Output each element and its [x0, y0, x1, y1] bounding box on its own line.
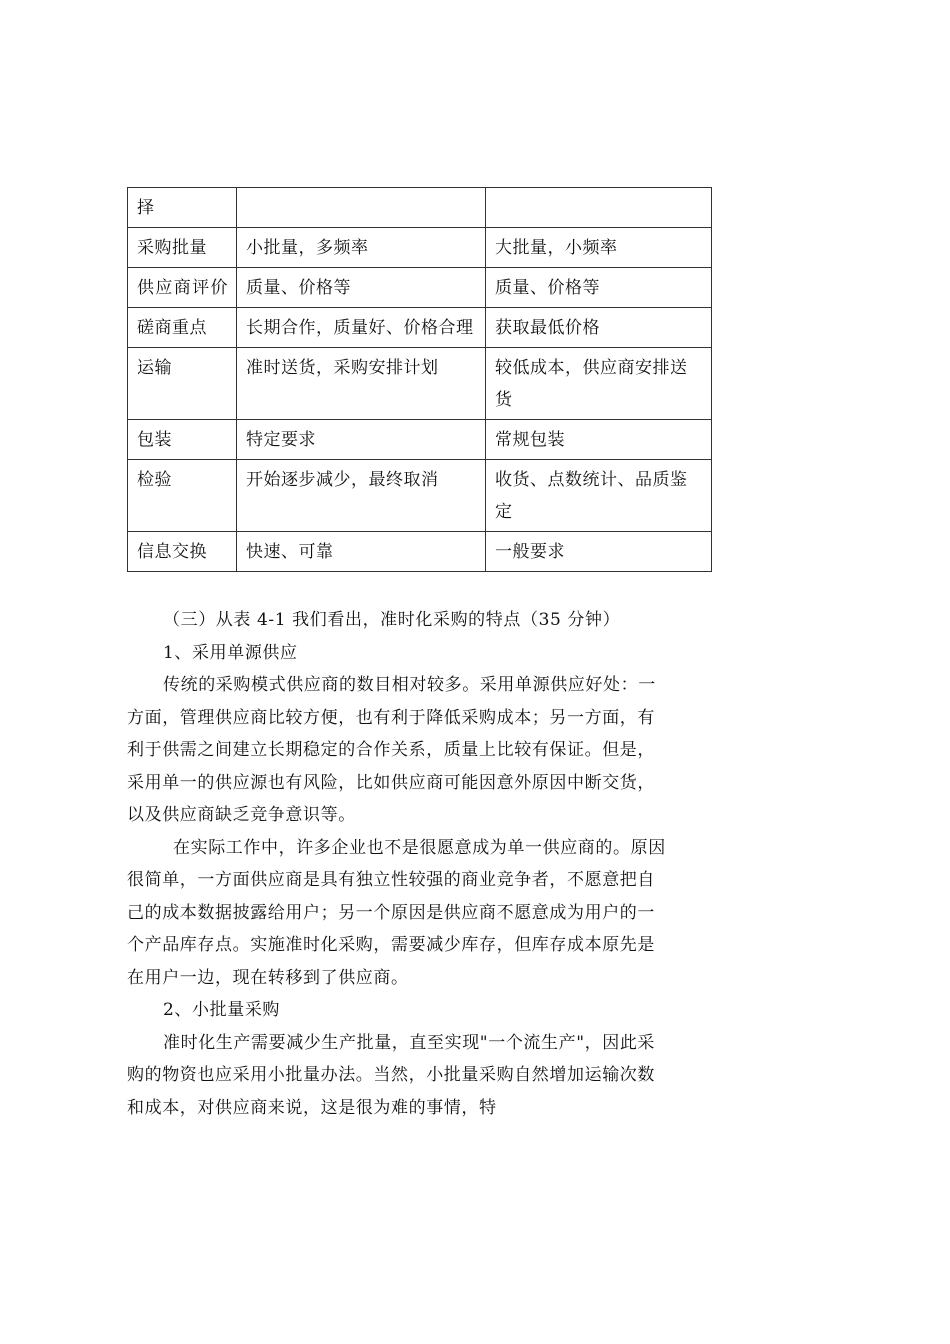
- table-cell: 供应商评价: [128, 268, 237, 308]
- paragraph: 准时化生产需要减少生产批量，直至实现"一个流生产"，因此采购的物资也应采用小批量办法。当然，小批量采购自然增加运输次数和成本，对供应商来说，这是很为难的事情，特: [127, 1032, 656, 1118]
- table-cell: 特定要求: [237, 420, 486, 460]
- table-row: [128, 420, 712, 460]
- table-cell: 择: [128, 188, 237, 228]
- paragraph: 在实际工作中，许多企业也不是很愿意成为单一供应商的。原因很简单，一方面供应商是具有独立性较强的商业竞争者，不愿意把自己的成本数据披露给用户；另一个原因是供应商不愿意成为用户的一个产品库存点。实施准时化采购，需要减少库存，但库存成本原先是在用户一边，现在转移到了供应商。: [127, 837, 666, 988]
- table-row: [128, 188, 712, 228]
- comparison-table: [127, 187, 712, 572]
- subsection-title: 1、采用单源供应: [163, 642, 298, 663]
- table-cell: 信息交换: [128, 532, 237, 572]
- table-cell: 磋商重点: [128, 308, 237, 348]
- table-cell: 小批量，多频率: [237, 228, 486, 268]
- table-cell: 快速、可靠: [237, 532, 486, 572]
- table-cell: 采购批量: [128, 228, 237, 268]
- table-cell: 包装: [128, 420, 237, 460]
- table-cell: 质量、价格等: [486, 268, 712, 308]
- table-cell: 质量、价格等: [237, 268, 486, 308]
- section-heading: （三）从表 4-1 我们看出，准时化采购的特点（35 分钟）: [163, 610, 621, 630]
- table-cell: 大批量，小频率: [486, 228, 712, 268]
- body-text: [127, 604, 667, 1124]
- table-cell: [486, 188, 712, 228]
- table-cell: 较低成本，供应商安排送货: [486, 348, 712, 420]
- subsection-title: 2、小批量采购: [163, 1000, 281, 1020]
- table-row: [128, 460, 712, 532]
- paragraph: 传统的采购模式供应商的数目相对较多。采用单源供应好处：一方面，管理供应商比较方便，也有利于降低采购成本；另一方面，有利于供需之间建立长期稳定的合作关系，质量上比较有保证。但是，采用单一的供应源也有风险，比如供应商可能因意外原因中断交货，以及供应商缺乏竞争意识等。: [127, 675, 656, 825]
- table-cell: [237, 188, 486, 228]
- table-cell: 一般要求: [486, 532, 712, 572]
- table-row: [128, 308, 712, 348]
- table-cell: 长期合作，质量好、价格合理: [237, 308, 486, 348]
- table-cell: 准时送货，采购安排计划: [237, 348, 486, 420]
- table-row: [128, 228, 712, 268]
- table-cell: 开始逐步减少，最终取消: [237, 460, 486, 532]
- table-cell: 运输: [128, 348, 237, 420]
- table-cell: 检验: [128, 460, 237, 532]
- table-row: [128, 532, 712, 572]
- table-cell: 收货、点数统计、品质鉴定: [486, 460, 712, 532]
- table-cell: 获取最低价格: [486, 308, 712, 348]
- table-row: [128, 348, 712, 420]
- table-cell: 常规包装: [486, 420, 712, 460]
- table-row: [128, 268, 712, 308]
